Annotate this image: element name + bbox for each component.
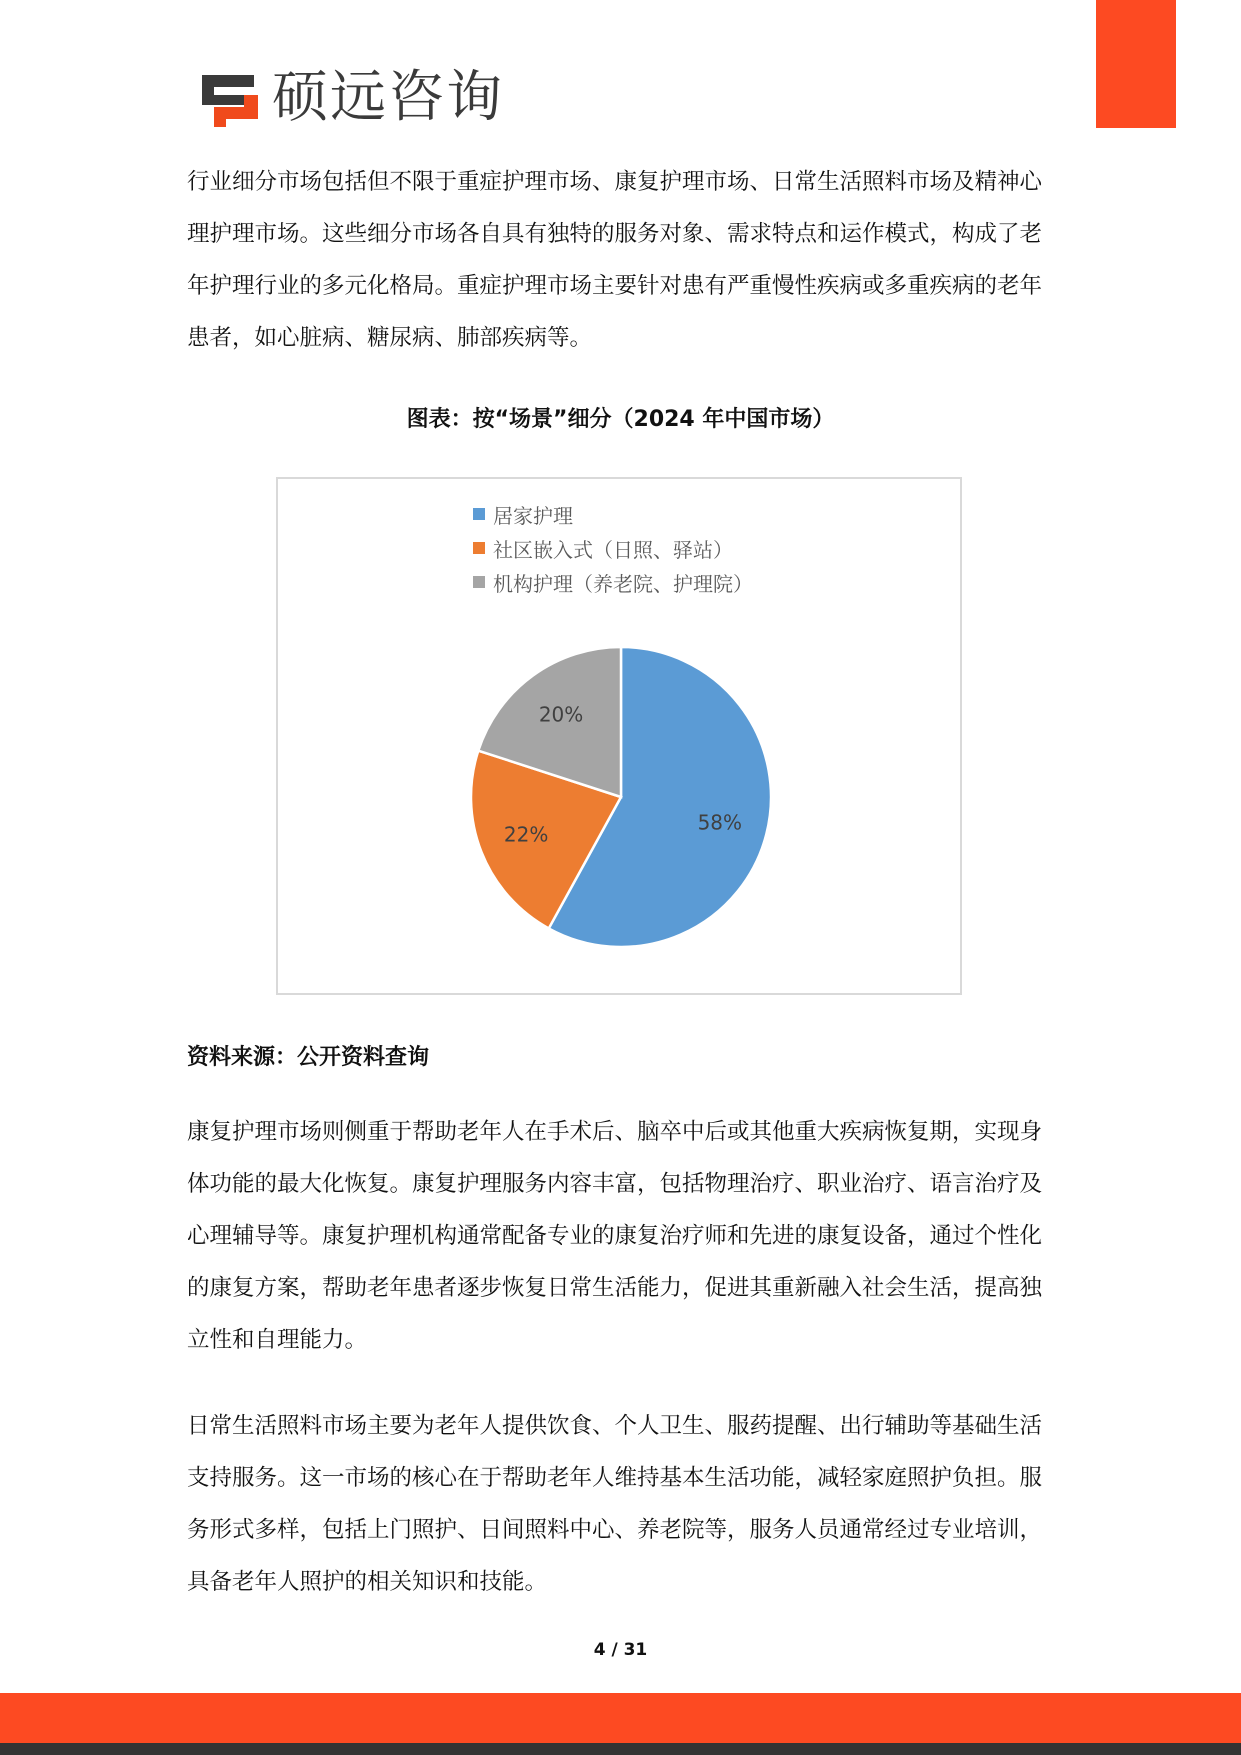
legend-label: 机构护理（养老院、护理院）	[493, 571, 753, 596]
footer-dark-strip	[0, 1743, 1241, 1755]
page-number: 4 / 31	[593, 1640, 648, 1660]
data-source: 资料来源：公开资料查询	[187, 1045, 430, 1070]
logo-mark-icon	[200, 69, 258, 127]
paragraph-rehab: 康复护理市场则侧重于帮助老年人在手术后、脑卒中后或其他重大疾病恢复期，实现身体功能的最大化恢复。康复护理服务内容丰富，包括物理治疗、职业治疗、语言治疗及心理辅导等。康复护理机构通常配备专业的康复治疗师和先进的康复设备，通过个性化的康复方案，帮助老年患者逐步恢复日常生活能力，促进其重新融入社会生活，提高独立性和自理能力。	[187, 1119, 1043, 1353]
pie-graphic	[278, 479, 960, 993]
pie-data-label: 20%	[538, 702, 584, 727]
paragraph-daily-care: 日常生活照料市场主要为老年人提供饮食、个人卫生、服药提醒、出行辅助等基础生活支持服务。这一市场的核心在于帮助老年人维持基本生活功能，减轻家庭照护负担。服务形式多样，包括上门照护、日间照料中心、养老院等，服务人员通常经过专业培训，具备老年人照护的相关知识和技能。	[187, 1413, 1043, 1595]
pie-data-label: 58%	[697, 810, 743, 835]
paragraph-intro: 行业细分市场包括但不限于重症护理市场、康复护理市场、日常生活照料市场及精神心理护理市场。这些细分市场各自具有独特的服务对象、需求特点和运作模式，构成了老年护理行业的多元化格局。重症护理市场主要针对患有严重慢性疾病或多重疾病的老年患者，如心脏病、糖尿病、肺部疾病等。	[187, 169, 1043, 351]
footer-accent-bar	[0, 1693, 1241, 1743]
legend-label: 社区嵌入式（日照、驿站）	[493, 537, 733, 562]
legend-label: 居家护理	[493, 503, 573, 528]
brand-logo	[200, 65, 504, 130]
pie-chart	[276, 477, 962, 995]
pie-data-label: 22%	[503, 822, 549, 847]
brand-name: 硕远咨询	[272, 65, 504, 130]
figure-title: 图表：按“场景”细分（2024 年中国市场）	[406, 407, 835, 432]
corner-accent-tab	[1096, 0, 1176, 128]
